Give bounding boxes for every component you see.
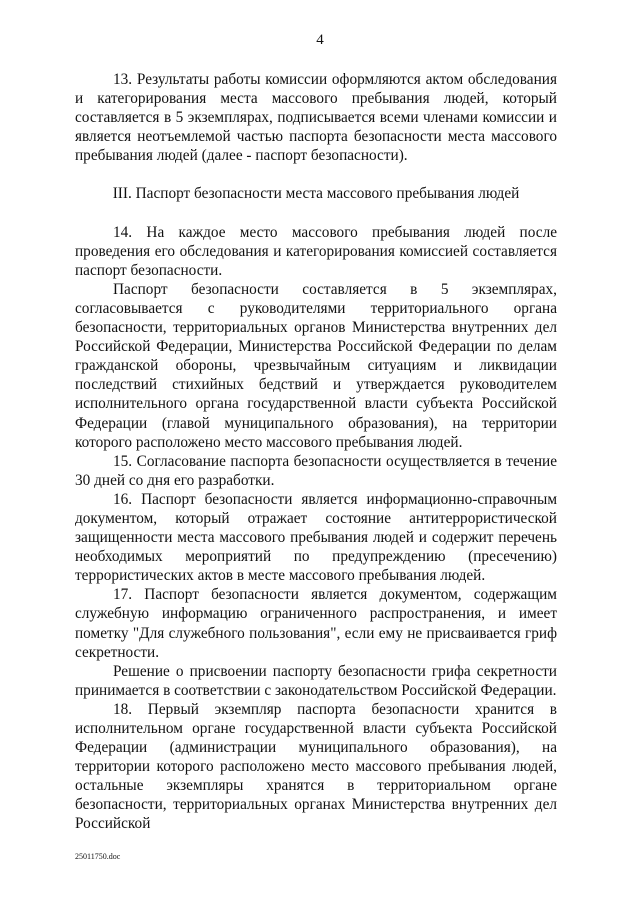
document-body (75, 70, 557, 834)
file-name-footer: 25011750.doc (75, 852, 121, 861)
paragraph-13: 13. Результаты работы комиссии оформляются актом обследования и категорирования места массового пребывания людей, который составляется в 5 экземплярах, подписывается всеми членами комиссии и является неотъемлемой частью паспорта безопасности места массового пребывания людей (далее - паспорт безопасности). (75, 71, 557, 165)
paragraph-17: 17. Паспорт безопасности является документом, содержащим служебную информацию ограниченного распространения, и имеет пометку "Для служебного пользования", если ему не присваивается гриф секретности. (75, 586, 557, 661)
paragraph-18: 18. Первый экземпляр паспорта безопасности хранится в исполнительном органе государственной власти субъекта Российской Федерации (администрации муниципального образования), на территории которого расположено место массового пребывания людей, остальные экземпляры хранятся в территориальном органе безопасности, территориальных органах Министерства внутренних дел Российской (75, 700, 557, 833)
paragraph-14: 14. На каждое место массового пребывания людей после проведения его обследования и категорирования комиссией составляется паспорт безопасности. (75, 223, 557, 279)
paragraph-15: 15. Согласование паспорта безопасности осуществляется в течение 30 дней со дня его разработки. (75, 452, 557, 489)
paragraph-16: 16. Паспорт безопасности является информационно-справочным документом, который отражает состояние антитеррористической защищенности места массового пребывания людей и содержит перечень необходимых мероприятий по предупреждению (пресечению) террористических актов в месте массового пребывания людей. (75, 490, 557, 585)
page-number: 4 (316, 32, 324, 48)
paragraph-14-continued: Паспорт безопасности составляется в 5 экземплярах, согласовывается с руководителями территориального органа безопасности, территориальных органов Министерства внутренних дел Российской Федерации, Министерства Российской Федерации по делам гражданской обороны, чрезвычайным ситуациям и ликвидации последствий стихийных бедствий и утверждается руководителем исполнительного органа государственной власти субъекта Российской Федерации (главой муниципального образования), на территории которого расположено место массового пребывания людей. (75, 280, 557, 451)
section-heading: III. Паспорт безопасности места массового пребывания людей (112, 185, 520, 203)
paragraph-17-continued: Решение о присвоении паспорту безопасности грифа секретности принимается в соответствии с законодательством Российской Федерации. (75, 662, 557, 699)
